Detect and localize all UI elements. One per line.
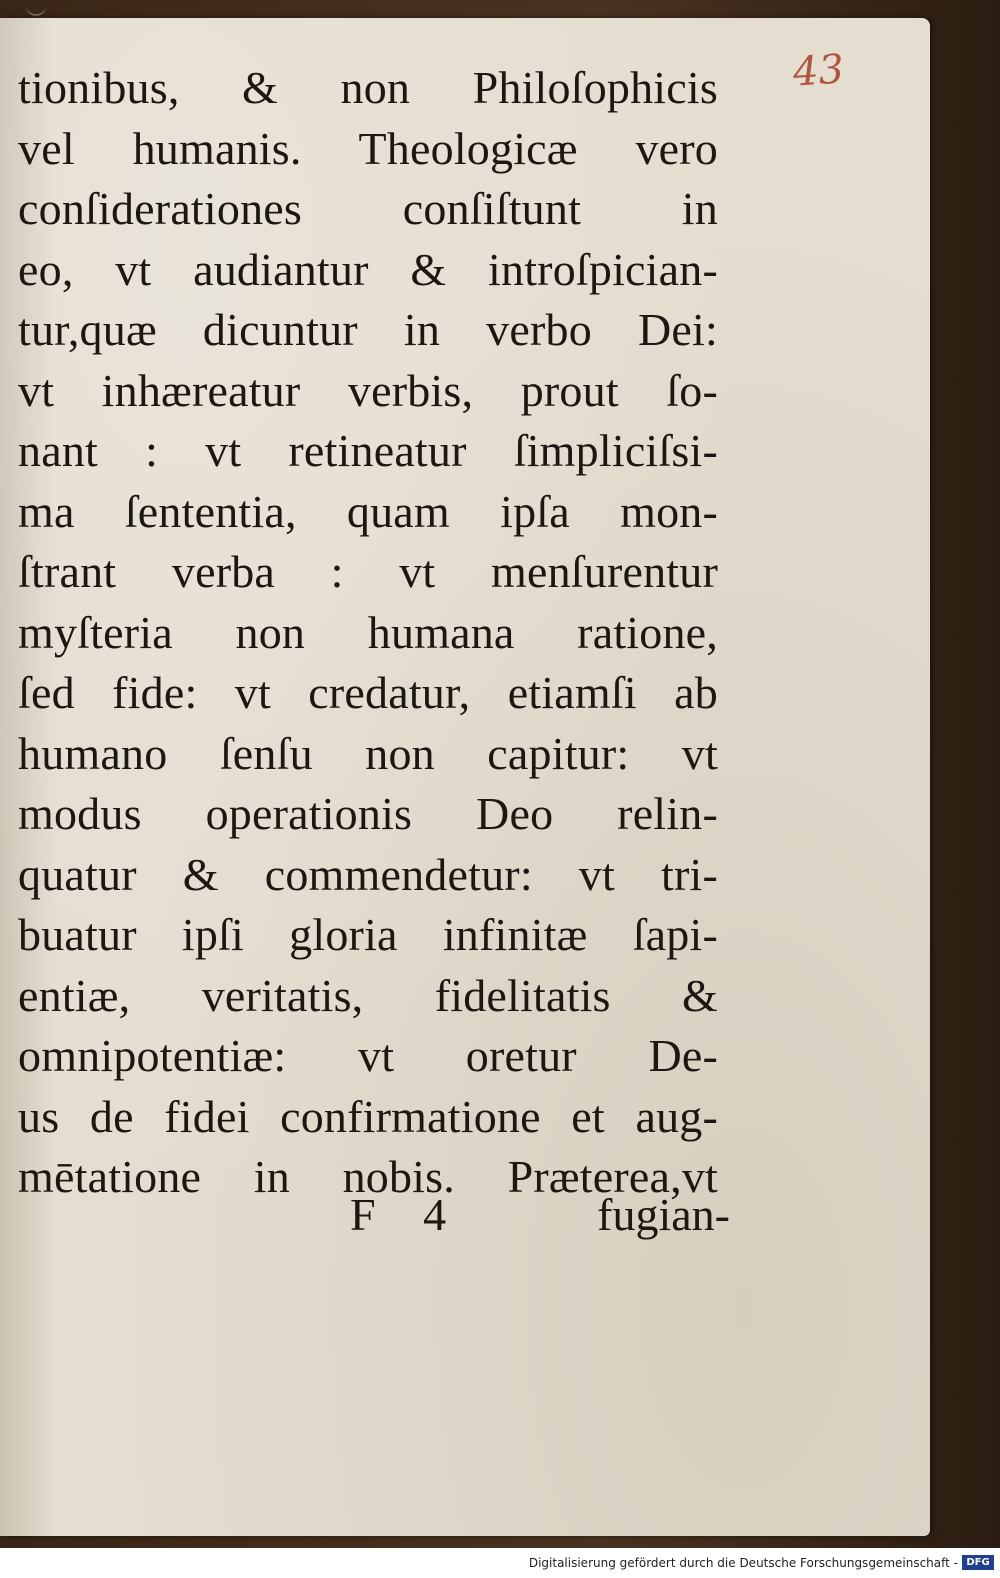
book-page — [0, 18, 930, 1536]
text-line: us de fidei confirmatione et aug- — [18, 1090, 718, 1142]
folio-number: 43 — [791, 46, 846, 96]
text-line: ſtrant verba : vt menſurentur — [18, 546, 718, 597]
text-line: vel humanis. Theologicæ vero — [18, 122, 718, 174]
show-through-ink — [40, 1228, 340, 1318]
catchword: fugian- — [597, 1189, 730, 1240]
digitization-footer — [0, 1548, 1000, 1578]
text-line: eo, vt audiantur & introſpician- — [18, 243, 718, 295]
signature-mark: F 4 — [350, 1189, 465, 1240]
text-line: entiæ, veritatis, fidelitatis & — [18, 969, 718, 1021]
text-line: buatur ipſi gloria infinitæ ſapi- — [18, 909, 718, 960]
text-line: omnipotentiæ: vt oretur De- — [18, 1030, 718, 1081]
text-line: modus operationis Deo relin- — [18, 788, 718, 839]
text-line: vt inhæreatur verbis, prout ſo- — [18, 364, 718, 416]
dfg-logo: DFG — [962, 1555, 994, 1570]
text-line: mētatione in nobis. Præterea,vt — [18, 1151, 718, 1202]
funding-credit: Digitalisierung gefördert durch die Deutsche Forschungsgemeinschaft - — [528, 1556, 958, 1570]
text-line: conſiderationes conſiſtunt in — [18, 183, 718, 234]
text-block — [18, 58, 718, 1208]
text-line: ſed fide: vt credatur, etiamſi ab — [18, 667, 718, 718]
text-line: tionibus, & non Philoſophicis — [18, 62, 718, 113]
text-line: nant : vt retineatur ſimpliciſsi- — [18, 425, 718, 476]
text-line: tur,quæ dicuntur in verbo Dei: — [18, 304, 718, 355]
text-line: myſteria non humana ratione, — [18, 606, 718, 658]
text-line: quatur & commendetur: vt tri- — [18, 848, 718, 900]
text-line: ma ſententia, quam ipſa mon- — [18, 485, 718, 537]
text-line: humano ſenſu non capitur: vt — [18, 727, 718, 779]
